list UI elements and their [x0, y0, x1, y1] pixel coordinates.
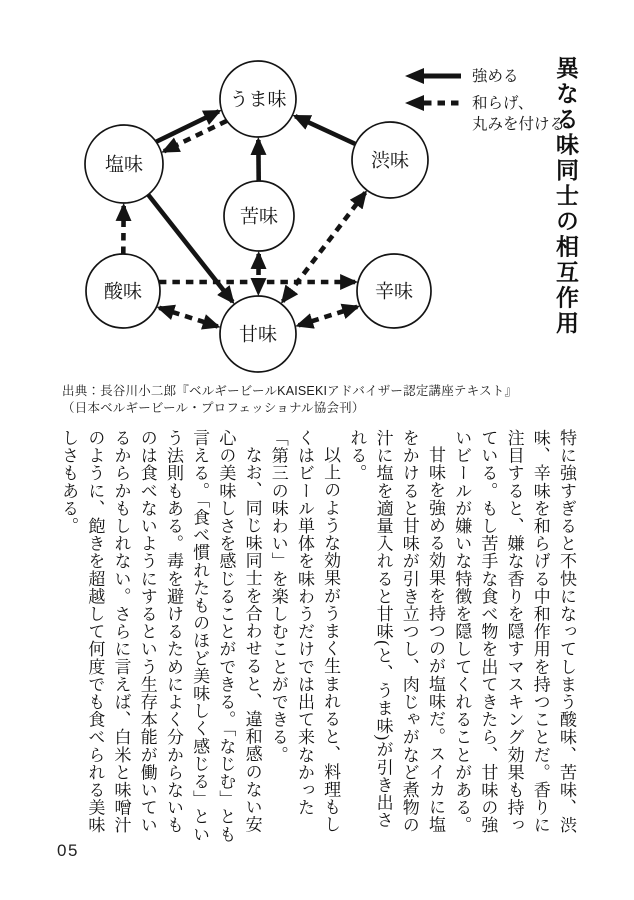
taste-node-label-karami: 辛味 [374, 281, 414, 303]
citation-line2: （日本ベルギービール・プロフェッショナル協会刊） [62, 400, 365, 415]
citation [62, 383, 542, 416]
legend-label-soften-line1: 和らげ、 [472, 95, 534, 112]
taste-node-label-nigami: 苦味 [239, 206, 279, 228]
edge-shibumi-umami [295, 116, 355, 144]
legend-label-strengthen: 強める [472, 68, 519, 85]
edge-shiomi-amami [148, 195, 232, 302]
dashed-arrow-icon [404, 94, 462, 112]
solid-arrow-icon [404, 67, 462, 85]
body-paragraph: なお、同じ味同士を合わせると、違和感のない安心の美味しさを感じることができる。「なじむ」とも言える。「食べ慣れたものほど美味しく感じる」という法則もある。毒を避けるためによく分からないものは食べないようにするという生存本能が働いているからかもしれない。さらに言えば、白米と味噌汁のように、飽きを超越して何度でも食べられる美味しさもある。 [59, 429, 262, 843]
taste-node-label-sanmi: 酸味 [103, 281, 143, 303]
legend-row-strengthen [404, 66, 565, 87]
body-paragraph: 甘味を強める効果を持つのが塩味だ。スイカに塩をかけると甘味が引き立つし、肉じゃがなど煮物の汁に塩を適量入れると甘味(と、うま味)が引き出される。 [347, 429, 445, 834]
edge-shiomi-umami [156, 111, 219, 141]
citation-line1: 出典：長谷川小二郎『ベルギービールKAISEKIアドバイザー認定講座テキスト』 [62, 384, 518, 398]
taste-node-label-shibumi: 渋味 [370, 150, 410, 172]
edge-sanmi-amami [159, 308, 217, 327]
edge-umami-shiomi [164, 121, 227, 151]
edge-karami-amami [298, 307, 357, 326]
legend-label-soften [472, 93, 565, 135]
taste-diagram-svg [0, 0, 500, 395]
edge-shibumi-amami [283, 193, 365, 302]
body-paragraph: 特に強すぎると不快になってしまう酸味、苦味、渋味、辛味を和らげる中和作用を持つことだ。香りに注目すると、嫌な香りを隠すマスキング効果も持っている。もし苦手な食べ物を出てきたら、甘味の強いビールが嫌いな特徴を隠してくれることがある。 [452, 429, 576, 834]
diagram-nodes [85, 61, 431, 372]
taste-node-label-shiomi: 塩味 [104, 154, 144, 176]
taste-node-label-amami: 甘味 [238, 324, 278, 346]
body-paragraph: 以上のような効果がうまく生まれると、料理もしくはビール単体を味わうだけでは出て来なかった「第三の味わい」を楽しむことができる。 [268, 429, 341, 834]
body-text [56, 429, 579, 843]
diagram-legend [404, 66, 565, 141]
legend-label-soften-line2: 丸みを付ける [472, 116, 566, 133]
legend-row-soften [404, 93, 565, 135]
taste-node-label-umami: うま味 [229, 89, 287, 111]
page-title: 異なる味同士の相互作用 [553, 56, 578, 337]
page-number: 05 [57, 841, 79, 860]
